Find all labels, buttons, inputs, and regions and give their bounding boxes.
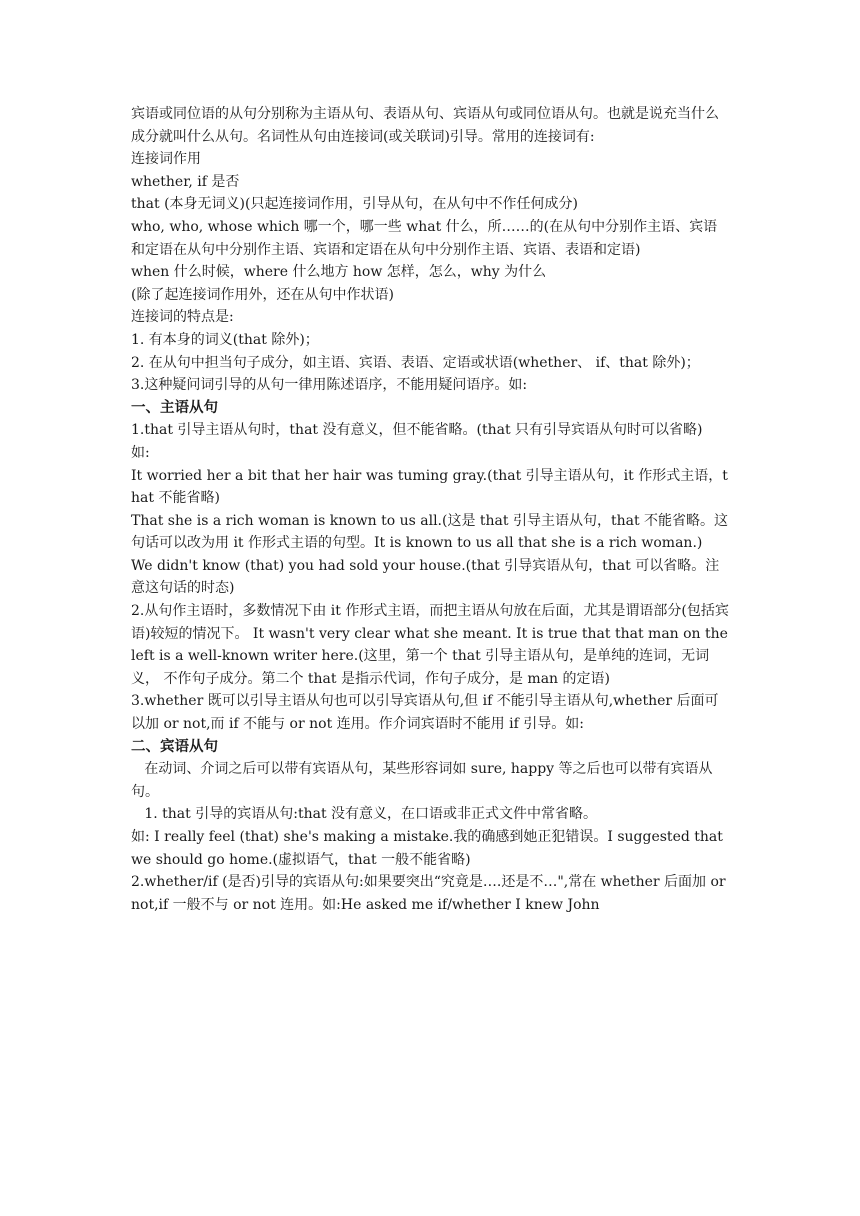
paragraph-example-rich-woman: That she is a rich woman is known to us all.(这是 that 引导主语从句，that 不能省略。这句话可以改为用 it 作形式主语的句型。It is known to us all that she is a rich woman.) — [131, 512, 729, 552]
paragraph-intro: 宾语或同位语的从句分别称为主语从句、表语从句、宾语从句或同位语从句。也就是说充当什么成分就叫什么从句。名词性从句由连接词(或关联词)引导。常用的连接词有: — [131, 106, 719, 145]
paragraph-who-which-what: who, who, whose which 哪一个，哪一些 what 什么，所……的(在从句中分别作主语、宾语和定语在从句中分别作主语、宾语和定语在从句中分别作主语、宾语、表语和定语) — [131, 218, 718, 258]
paragraph-object-1: 1. that 引导的宾语从句:that 没有意义，在口语或非正式文件中常省略。 — [131, 806, 598, 823]
paragraph-that: that (本身无词义)(只起连接词作用，引导从句，在从句中不作任何成分) — [131, 196, 578, 213]
paragraph-features-title: 连接词的特点是: — [131, 309, 234, 326]
document-page — [131, 103, 731, 916]
paragraph-example-worried: It worried her a bit that her hair was tuming gray.(that 引导主语从句，it 作形式主语，that 不能省略) — [131, 467, 728, 507]
paragraph-example-label: 如: — [131, 444, 150, 461]
paragraph-connector-function: 连接词作用 — [131, 151, 201, 168]
paragraph-when-where-how-why: when 什么时候，where 什么地方 how 怎样，怎么，why 为什么 — [131, 264, 547, 281]
paragraph-feature-1: 1. 有本身的词义(that 除外)； — [131, 331, 319, 348]
paragraph-subject-2: 2.从句作主语时，多数情况下由 it 作形式主语，而把主语从句放在后面，尤其是谓语部分(包括宾语)较短的情况下。 It wasn't very clear what she meant. It is true that that man on the left is a well-known writer here.(这里，第一个 that 引导主语从句，是单纯的连词，无词义， 不作句子成分。第二个 that 是指示代词，作句子成分，是 man 的定语) — [131, 603, 733, 687]
section-heading-object-clause: 二、宾语从句 — [131, 738, 218, 755]
paragraph-object-example: 如: I really feel (that) she's making a mistake.我的确感到她正犯错误。I suggested that we should go home.(虚拟语气，that 一般不能省略) — [131, 829, 728, 868]
paragraph-subject-1: 1.that 引导主语从句时，that 没有意义，但不能省略。(that 只有引导宾语从句时可以省略) — [131, 422, 703, 439]
paragraph-object-2: 2.whether/if (是否)引导的宾语从句:如果要突出“究竟是….还是不…",常在 whether 后面加 or not,if 一般不与 or not 连用。如:He asked me if/whether I knew John — [131, 874, 731, 913]
paragraph-feature-2: 2. 在从句中担当句子成分，如主语、宾语、表语、定语或状语(whether、 if、that 除外)； — [131, 354, 700, 371]
paragraph-example-sold-house: We didn't know (that) you had sold your house.(that 引导宾语从句，that 可以省略。注意这句话的时态) — [131, 557, 720, 597]
paragraph-feature-3: 3.这种疑问词引导的从句一律用陈述语序，不能用疑问语序。如: — [131, 377, 528, 394]
paragraph-whether-if: whether, if 是否 — [131, 173, 240, 190]
paragraph-adverbial-note: (除了起连接词作用外，还在从句中作状语) — [131, 286, 394, 303]
paragraph-subject-3: 3.whether 既可以引导主语从句也可以引导宾语从句,但 if 不能引导主语从句,whether 后面可以加 or not,而 if 不能与 or not 连用。作介词宾语时不能用 if 引导。如: — [131, 693, 719, 733]
paragraph-object-intro: 在动词、介词之后可以带有宾语从句，某些形容词如 sure, happy 等之后也可以带有宾语从句。 — [131, 761, 713, 800]
section-heading-subject-clause: 一、主语从句 — [131, 399, 218, 416]
